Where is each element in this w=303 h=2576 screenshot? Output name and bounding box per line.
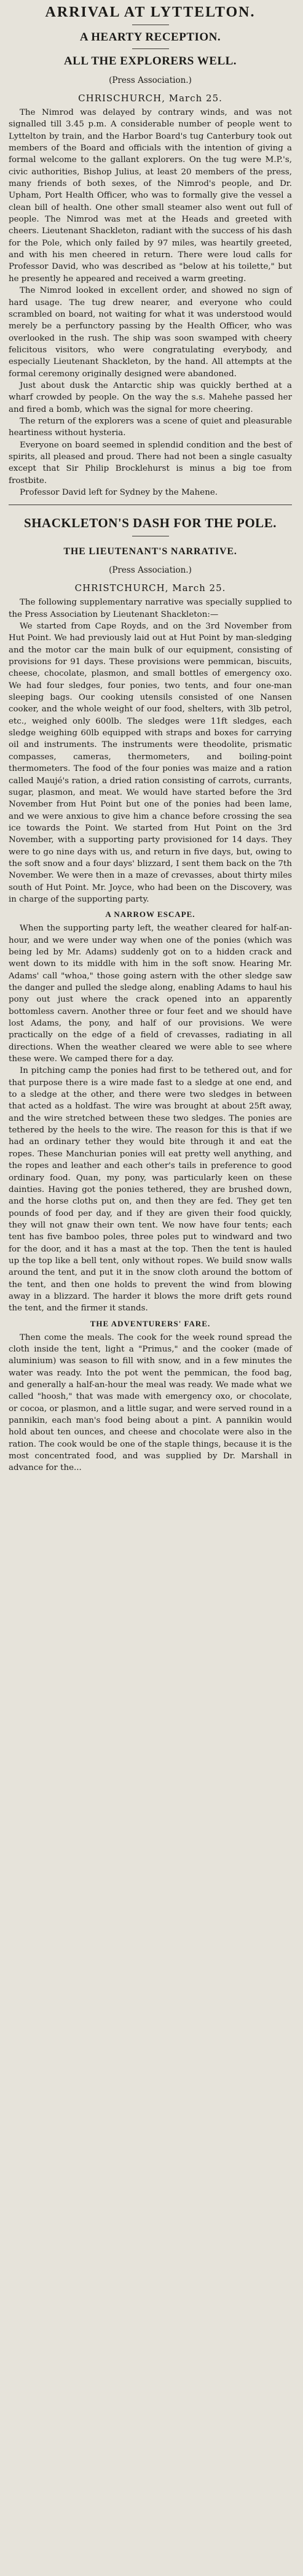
article-body [9, 597, 292, 905]
section-body-fare [9, 1332, 292, 1474]
article-body [9, 107, 292, 498]
paragraph: Then come the meals. The cook for the week round spread the cloth inside the tent, light a "Primus," and the cooker (made of aluminium) was season to fill with snow, and in a few minutes the water was ready. Into the pot went the pemmican, the food bag, and generally a half-an-hour the meal was ready. We made what we called "hoosh," that was made with emergency oxo, or chocolate, or cocoa, or plasmon, and a little sugar, and were served round in a pannikin, each man's food being about a pint. A pannikin would hold about ten ounces, and cheese and chocolate were also in the ration. The cook would be one of the staple things, because it is the most concentrated food, and was supplied by Dr. Marshall in advance for the... [9, 1332, 292, 1473]
paragraph: In pitching camp the ponies had first to be tethered out, and for that purpose there is a wire made fast to a sledge at one end, and to a sledge at the other, and there were two sledges in between that acted as a holdfast. The wire was brought at about 25ft away, and the wire stretched between these two sledges. The ponies are tethered by the heels to the wire. The reason for this is that if we had an ordinary tether they would bite through it and eat the ropes. These Manchurian ponies will eat pretty well anything, and the ropes and leather and each other's tails in preference to good ordinary food. Quan, my pony, was particularly keen on these dainties. Having got the ponies tethered, they are brushed down, and the horse cloths put on, and then they are fed. They get ten pounds of food per day, and if they are given their food quickly, they will not gnaw their own tent. We now have four tents; each tent has five bamboo poles, three poles put to windward and two for the door, and it has a mast at the top. Then the tent is hauled up the top like a bell tent, only without ropes. We build snow walls around the tent, and put it in the snow cloth around the bottom of the tent, and then one holds to prevent the wind from blowing away in a blizzard. The harder it blows the more drift gets round the tent, and the firmer it stands. [9, 1066, 292, 1313]
dateline: CHRISTCHURCH, March 25. [74, 582, 226, 594]
headline-arrival: ARRIVAL AT LYTTELTON. [45, 4, 256, 20]
paragraph: The return of the explorers was a scene of quiet and pleasurable heartiness without hysteria. [9, 416, 292, 438]
paragraph: The following supplementary narrative was specially supplied to the Press Association by Lieutenant Shackleton:— [9, 598, 292, 619]
article-arrival [9, 4, 292, 498]
subheadline-narrative: THE LIEUTENANT'S NARRATIVE. [63, 546, 237, 557]
subheadline-reception: A HEARTY RECEPTION. [79, 31, 221, 44]
paragraph: When the supporting party left, the weather cleared for half-an-hour, and we were under way when one of the ponies (which was being led by Mr. Adams) suddenly got on to a hidden crack and went down to its middle with him in the soft snow. Hearing Mr. Adams' call "whoa," those going astern with the other sledge saw the danger and pulled the sledge along, enabling Adams to haul his pony out just where the crack opened into an apparently bottomless cavern. Another three or four feet and we should have lost Adams, the pony, and half of our provisions. We were practically on the edge of a field of crevasses, radiating in all directions. When the weather cleared we were able to see where these were. We camped there for a day. [9, 924, 292, 1064]
paragraph: Everyone on board seemed in splendid condition and the best of spirits, all pleased and proud. There had not been a single casualty except that Sir Philip Brocklehurst is minus a big toe from frostbite. [9, 440, 292, 485]
article-dash-for-pole [9, 514, 292, 1474]
section-body-narrow-escape [9, 922, 292, 1314]
paragraph: The Nimrod looked in excellent order, and showed no sign of hard usage. The tug drew nearer, and everyone who could scrambled on board, not waiting for what it was understood would merely be a perfunctory passing by the Health Officer, who was overlooked in the rush. The ship was soon swamped with cheery felicitous visitors, who were congratulating everybody, and especially Lieutenant Shackleton, by the hand. All attempts at the formal ceremony originally designed were abandoned. [9, 286, 292, 379]
dateline: CHRISCHURCH, March 25. [78, 93, 222, 104]
paragraph: The Nimrod was delayed by contrary winds, and was not signalled till 3.45 p.m. A considerable number of people went to Lyttelton by train, and the Harbor Board's tug Canterbury took out members of the Board and officials with the intention of giving a formal welcome to the gallant explorers. On the tug were M.P.'s, civic authorities, Bishop Julius, at least 20 members of the press, many friends of both sexes, of the Nimrod's people, and Dr. Upham, Port Health Officer, who was to formally give the vessel a clean bill of health. One other small steamer also went out full of people. The Nimrod was met at the Heads and greeted with cheers. Lieutenant Shackleton, radiant with the success of his dash for the Pole, which only failed by 97 miles, was heartily greeted, and with his men cheered in return. There were loud calls for Professor David, who was described as "below at his toilette," but he presently he appeared and received a warm greeting. [9, 108, 292, 284]
section-heading-fare: THE ADVENTURERS' FARE. [90, 1318, 211, 1328]
press-credit: (Press Association.) [109, 565, 192, 576]
paragraph: We started from Cape Royds, and on the 3rd November from Hut Point. We had previously laid out at Hut Point by man-sledging and the motor car the main bulk of our equipment, consisting of provisions for 91 days. These provisions were pemmican, biscuits, cheese, chocolate, plasmon, and small bottles of emergency oxo. We had four sledges, four ponies, two tents, and four one-man sleeping bags. Our cooking utensils consisted of one Nansen cooker, and the whole weight of our food, shelters, with 3lb petrol, etc., weighed only 600lb. The sledges were 11ft sledges, each sledge weighing 60lb equipped with straps and boxes for carrying oil and instruments. The instruments were theodolite, prismatic compasses, cameras, thermometers, and boiling-point thermometers. The food of the four ponies was maize and a ration called Maujé's ration, a dried ration consisting of carrots, currants, sugar, plasmon, and meat. We would have started before the 3rd November from Hut Point but one of the ponies had been lame, and we were anxious to give him a chance before crossing the sea ice towards the Point. We started from Hut Point on the 3rd November, with a supporting party provisioned for 14 days. They were to go nine days with us, and return in five days, but, owing to the soft snow and a four days' blizzard, I sent them back on the 7th November. We were then in a maze of crevasses, about thirty miles south of Hut Point. Mr. Joyce, who had been on the Discovery, was in charge of the supporting party. [9, 622, 292, 904]
paragraph: Just about dusk the Antarctic ship was quickly berthed at a wharf crowded by people. On the way the s.s. Mahehe passed her and fired a bomb, which was the signal for more cheering. [9, 381, 292, 414]
subheadline-explorers-well: ALL THE EXPLORERS WELL. [63, 55, 237, 68]
divider-rule [132, 48, 169, 49]
paragraph: Professor David left for Sydney by the Mahene. [20, 488, 218, 497]
headline-dash-for-pole: SHACKLETON'S DASH FOR THE POLE. [24, 516, 277, 531]
section-heading-narrow-escape: A NARROW ESCAPE. [105, 910, 195, 919]
press-credit: (Press Association.) [109, 75, 192, 85]
